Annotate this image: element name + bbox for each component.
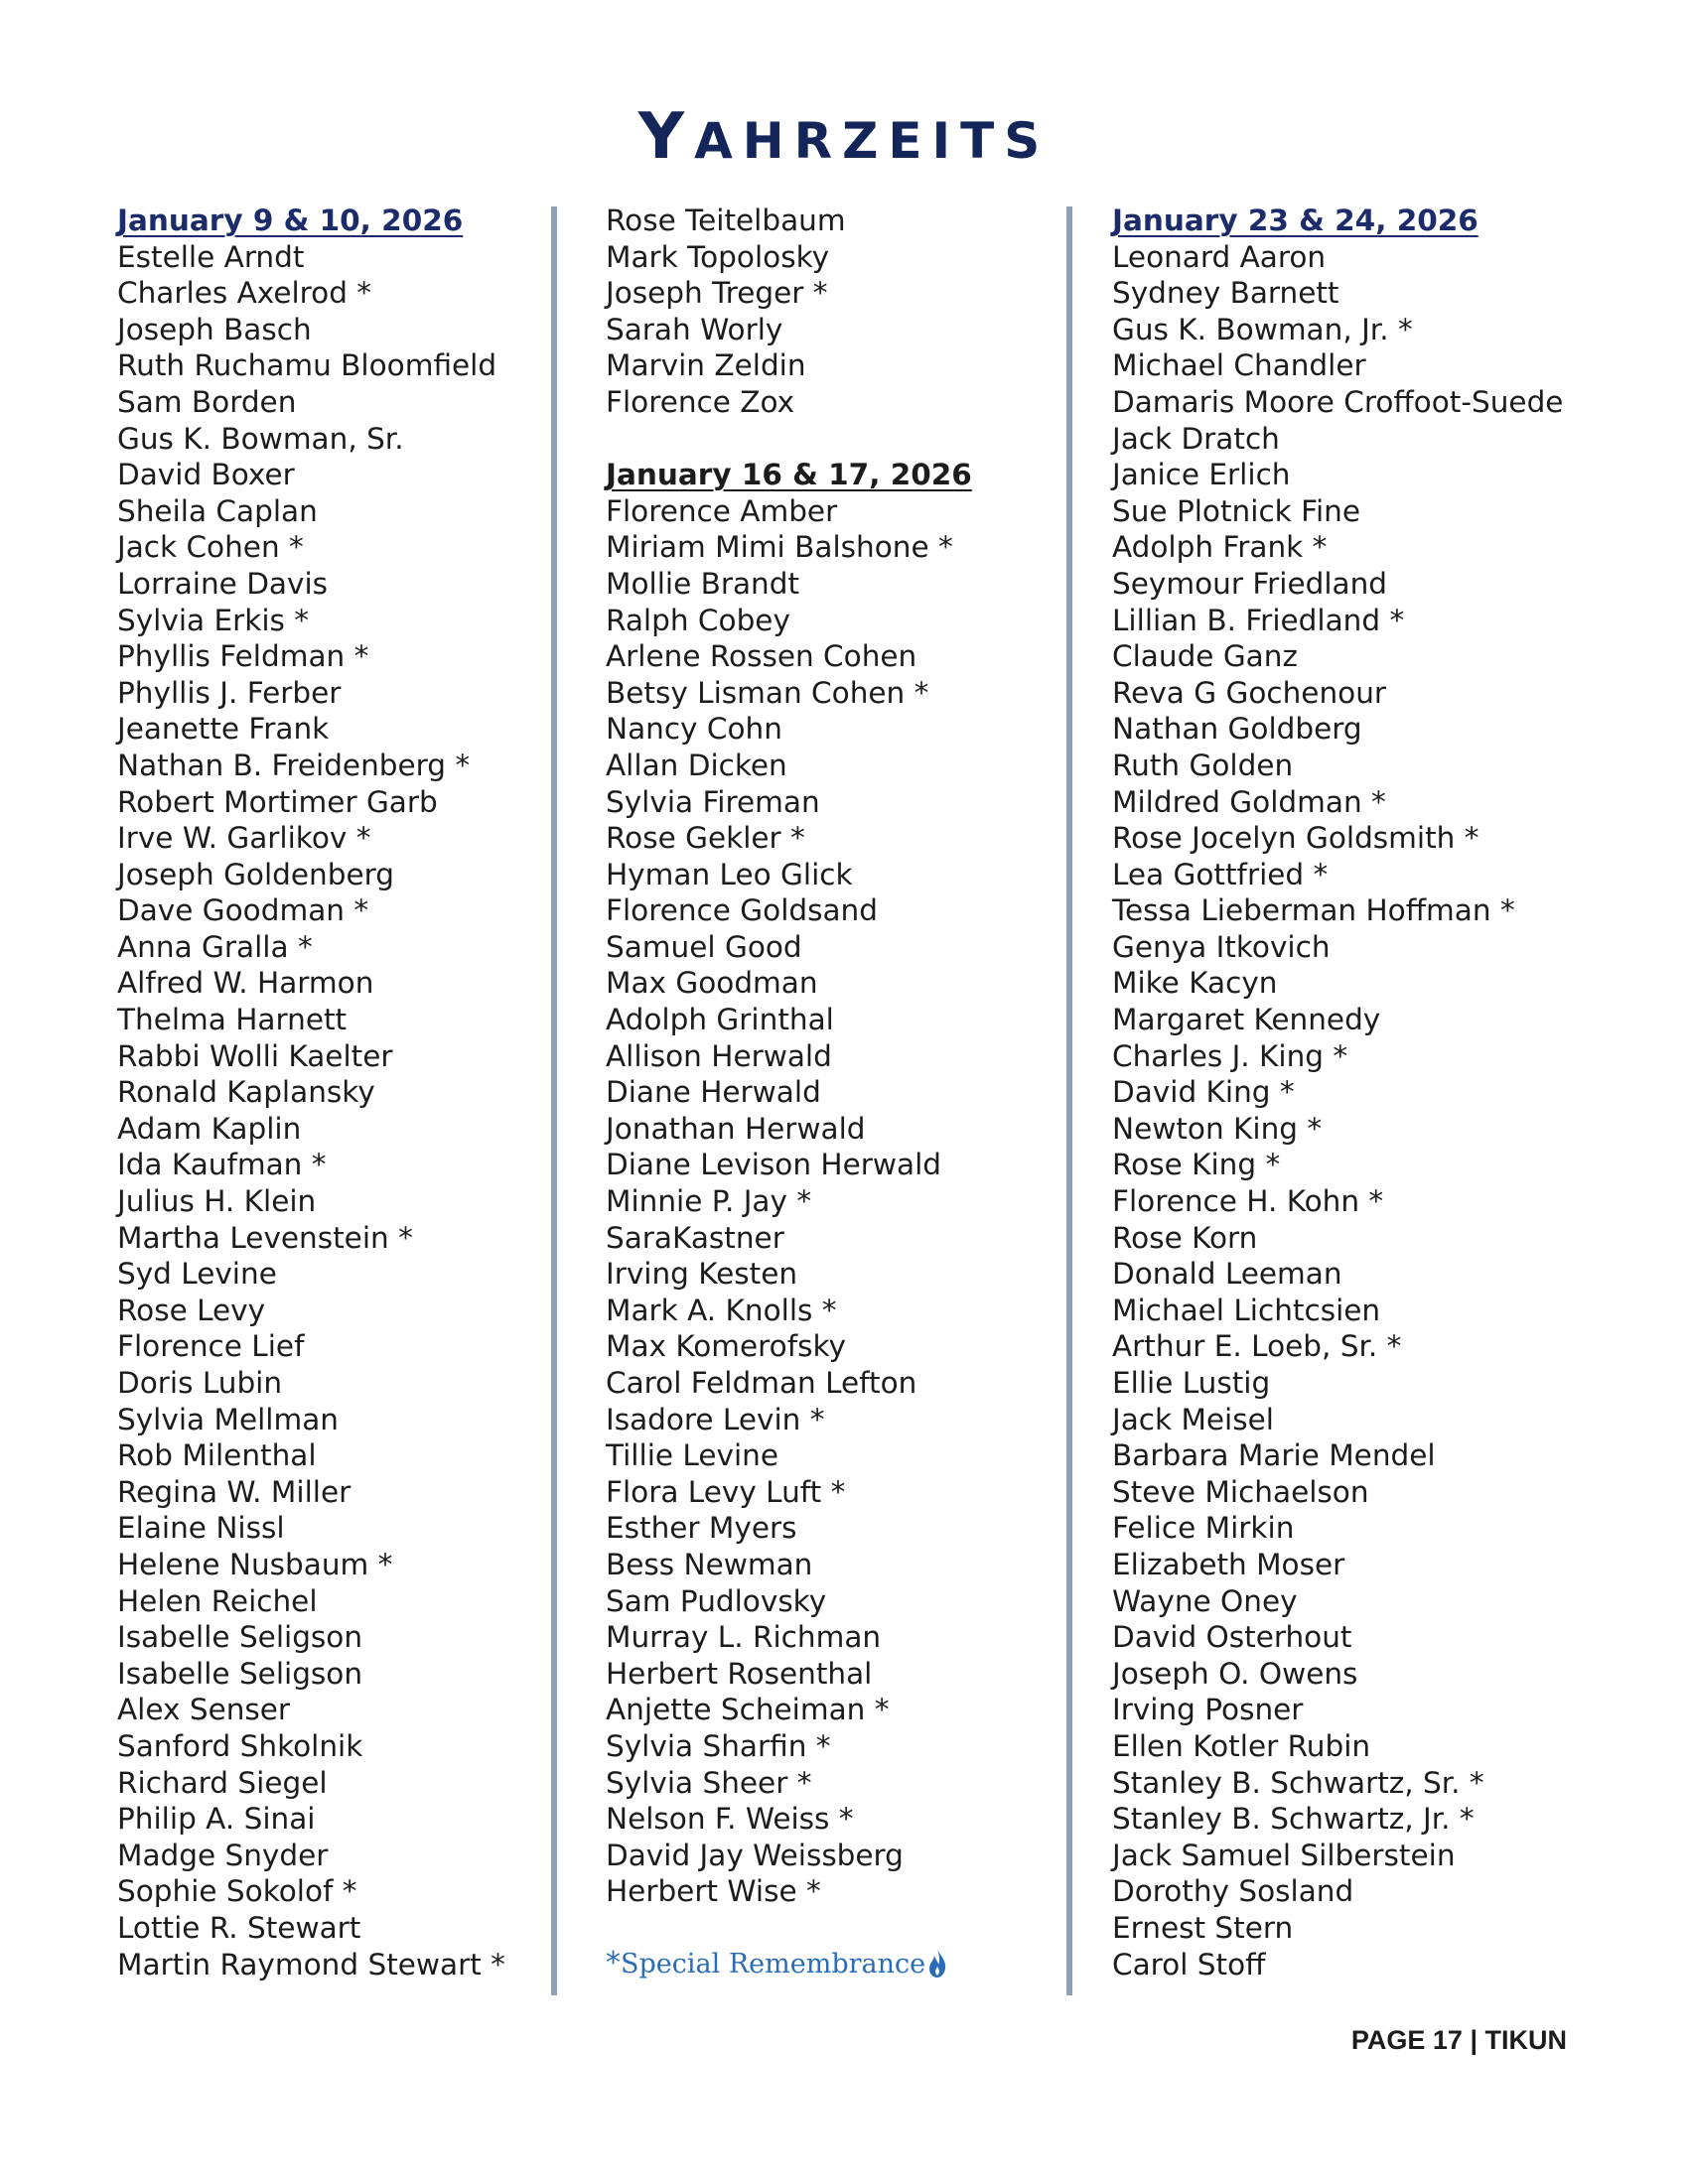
- name-entry: Ida Kaufman *: [117, 1148, 327, 1182]
- name-entry: Anjette Scheiman *: [606, 1693, 890, 1727]
- name-entry: Allan Dicken: [606, 748, 787, 782]
- name-entry: Philip A. Sinai: [117, 1802, 316, 1837]
- name-entry: Florence Amber: [606, 493, 838, 528]
- name-entry: Elaine Nissl: [117, 1511, 285, 1546]
- name-entry: Ruth Golden: [1112, 748, 1294, 782]
- name-entry: Nelson F. Weiss *: [606, 1802, 854, 1837]
- name-entry: Sylvia Sharfin *: [606, 1728, 831, 1763]
- name-entry: Claude Ganz: [1112, 639, 1298, 674]
- column-divider: [1066, 206, 1072, 1995]
- name-entry: Phyllis Feldman *: [117, 639, 369, 674]
- name-entry: Mildred Goldman *: [1112, 784, 1386, 819]
- name-entry: Doris Lubin: [117, 1366, 283, 1400]
- name-entry: Diane Levison Herwald: [606, 1148, 942, 1182]
- name-entry: Michael Chandler: [1112, 348, 1366, 383]
- name-entry: Florence H. Kohn *: [1112, 1184, 1384, 1219]
- name-entry: Murray L. Richman: [606, 1620, 882, 1655]
- name-entry: Rose King *: [1112, 1148, 1281, 1182]
- name-entry: Charles J. King *: [1112, 1038, 1348, 1073]
- name-entry: Thelma Harnett: [117, 1003, 348, 1037]
- name-entry: Margaret Kennedy: [1112, 1003, 1381, 1037]
- name-entry: Allison Herwald: [606, 1038, 832, 1073]
- special-remembrance-asterisk: *: [606, 1946, 621, 1980]
- name-entry: Madge Snyder: [117, 1838, 329, 1872]
- name-entry: Leonard Aaron: [1112, 239, 1327, 274]
- name-entry: Regina W. Miller: [117, 1474, 352, 1509]
- name-entry: Ellie Lustig: [1112, 1366, 1271, 1400]
- name-entry: Elizabeth Moser: [1112, 1547, 1345, 1581]
- name-entry: Stanley B. Schwartz, Sr. *: [1112, 1765, 1484, 1800]
- name-entry: Charles Axelrod *: [117, 276, 372, 311]
- page-title: [0, 97, 1688, 181]
- name-entry: Max Komerofsky: [606, 1329, 846, 1364]
- name-entry: Michael Lichtcsien: [1112, 1293, 1381, 1327]
- name-entry: Ellen Kotler Rubin: [1112, 1728, 1371, 1763]
- name-entry: Herbert Wise *: [606, 1874, 821, 1909]
- name-entry: Gus K. Bowman, Jr. *: [1112, 312, 1413, 346]
- name-entry: Lorraine Davis: [117, 566, 329, 601]
- name-entry: Adam Kaplin: [117, 1111, 302, 1146]
- name-entry: Florence Goldsand: [606, 893, 878, 928]
- name-entry: Felice Mirkin: [1112, 1511, 1295, 1546]
- name-entry: Sylvia Fireman: [606, 784, 820, 819]
- name-entry: Jack Samuel Silberstein: [1112, 1838, 1456, 1872]
- name-entry: Joseph Basch: [117, 312, 312, 346]
- name-entry: David Jay Weissberg: [606, 1838, 904, 1872]
- name-entry: Rose Korn: [1112, 1220, 1258, 1255]
- special-remembrance-legend: [606, 1946, 947, 1980]
- date-heading: January 9 & 10, 2026: [117, 204, 464, 237]
- name-entry: Rose Levy: [117, 1293, 266, 1327]
- name-entry: Mark Topolosky: [606, 239, 830, 274]
- name-entry: Ralph Cobey: [606, 603, 790, 637]
- name-entry: Sylvia Mellman: [117, 1402, 339, 1436]
- column-2: [606, 203, 1043, 1910]
- name-entry: Wayne Oney: [1112, 1583, 1298, 1618]
- name-entry: Minnie P. Jay *: [606, 1184, 812, 1219]
- title-initial: Y: [637, 100, 695, 174]
- name-entry: Arthur E. Loeb, Sr. *: [1112, 1329, 1402, 1364]
- name-entry: Max Goodman: [606, 966, 818, 1001]
- name-entry: Rose Gekler *: [606, 821, 805, 856]
- name-entry: Reva G Gochenour: [1112, 675, 1387, 710]
- name-entry: Janice Erlich: [1112, 458, 1291, 492]
- name-entry: Adolph Frank *: [1112, 530, 1328, 565]
- name-entry: Sue Plotnick Fine: [1112, 493, 1360, 528]
- name-entry: Jack Dratch: [1112, 421, 1280, 456]
- name-entry: Ruth Ruchamu Bloomfield: [117, 348, 497, 383]
- date-heading: January 16 & 17, 2026: [606, 458, 972, 492]
- name-entry: Damaris Moore Croffoot-Suede: [1112, 384, 1564, 419]
- name-entry: Sam Borden: [117, 384, 297, 419]
- name-entry: Steve Michaelson: [1112, 1474, 1369, 1509]
- name-entry: Sydney Barnett: [1112, 276, 1339, 311]
- name-entry: Mollie Brandt: [606, 566, 800, 601]
- name-entry: Irving Kesten: [606, 1257, 798, 1292]
- name-entry: Anna Gralla *: [117, 929, 313, 964]
- name-entry: Nathan B. Freidenberg *: [117, 748, 471, 782]
- name-entry: Dave Goodman *: [117, 893, 369, 928]
- name-entry: Ernest Stern: [1112, 1910, 1294, 1945]
- name-entry: Stanley B. Schwartz, Jr. *: [1112, 1802, 1475, 1837]
- name-entry: Florence Lief: [117, 1329, 305, 1364]
- name-entry: Jeanette Frank: [117, 712, 330, 747]
- name-entry: Newton King *: [1112, 1111, 1323, 1146]
- name-entry: Irve W. Garlikov *: [117, 821, 371, 856]
- spacer: [606, 421, 1043, 458]
- name-entry: Tillie Levine: [606, 1438, 778, 1473]
- name-entry: Jack Cohen *: [117, 530, 304, 565]
- name-entry: Hyman Leo Glick: [606, 857, 853, 891]
- name-entry: Gus K. Bowman, Sr.: [117, 421, 404, 456]
- name-entry: Helene Nusbaum *: [117, 1547, 393, 1581]
- name-entry: Barbara Marie Mendel: [1112, 1438, 1436, 1473]
- name-entry: Sylvia Sheer *: [606, 1765, 812, 1800]
- column-divider: [551, 206, 557, 1995]
- name-entry: Martha Levenstein *: [117, 1220, 413, 1255]
- name-entry: David King *: [1112, 1075, 1295, 1110]
- name-entry: Martin Raymond Stewart *: [117, 1947, 505, 1981]
- name-entry: Adolph Grinthal: [606, 1003, 834, 1037]
- name-entry: Joseph Treger *: [606, 276, 828, 311]
- name-entry: Tessa Lieberman Hoffman *: [1112, 893, 1515, 928]
- name-entry: Alfred W. Harmon: [117, 966, 374, 1001]
- name-entry: Syd Levine: [117, 1257, 277, 1292]
- name-entry: Marvin Zeldin: [606, 348, 806, 383]
- name-entry: Nathan Goldberg: [1112, 712, 1362, 747]
- name-entry: Mark A. Knolls *: [606, 1293, 837, 1327]
- page-footer: PAGE 17 | TIKUN: [1350, 2025, 1567, 2055]
- name-entry: Lottie R. Stewart: [117, 1910, 361, 1945]
- name-entry: Genya Itkovich: [1112, 929, 1331, 964]
- name-entry: Alex Senser: [117, 1693, 291, 1727]
- name-entry: Lea Gottfried *: [1112, 857, 1329, 891]
- name-entry: Rob Milenthal: [117, 1438, 317, 1473]
- name-entry: Diane Herwald: [606, 1075, 821, 1110]
- name-entry: Bess Newman: [606, 1547, 813, 1581]
- name-entry: Betsy Lisman Cohen *: [606, 675, 929, 710]
- name-entry: Lillian B. Friedland *: [1112, 603, 1405, 637]
- name-entry: Carol Stoff: [1112, 1947, 1266, 1981]
- name-entry: Isabelle Seligson: [117, 1620, 363, 1655]
- name-entry: Samuel Good: [606, 929, 802, 964]
- name-entry: Nancy Cohn: [606, 712, 782, 747]
- name-entry: Herbert Rosenthal: [606, 1656, 873, 1691]
- date-heading: January 23 & 24, 2026: [1112, 204, 1478, 237]
- name-entry: David Boxer: [117, 458, 295, 492]
- name-entry: Irving Posner: [1112, 1693, 1304, 1727]
- name-entry: Sarah Worly: [606, 312, 783, 346]
- name-entry: Isabelle Seligson: [117, 1656, 363, 1691]
- name-entry: Flora Levy Luft *: [606, 1474, 846, 1509]
- name-entry: Estelle Arndt: [117, 239, 305, 274]
- title-rest: AHRZEITS: [694, 112, 1051, 170]
- name-entry: Carol Feldman Lefton: [606, 1366, 917, 1400]
- name-entry: Julius H. Klein: [117, 1184, 317, 1219]
- name-entry: Esther Myers: [606, 1511, 797, 1546]
- special-remembrance-label: Special Remembrance: [621, 1949, 926, 1979]
- name-entry: Robert Mortimer Garb: [117, 784, 438, 819]
- column-3: [1112, 203, 1628, 1982]
- name-entry: Mike Kacyn: [1112, 966, 1278, 1001]
- name-entry: Isadore Levin *: [606, 1402, 825, 1436]
- name-entry: Florence Zox: [606, 384, 795, 419]
- name-entry: Helen Reichel: [117, 1583, 318, 1618]
- name-entry: Joseph O. Owens: [1112, 1656, 1358, 1691]
- name-entry: Phyllis J. Ferber: [117, 675, 342, 710]
- column-1: [117, 203, 534, 1982]
- name-entry: Ronald Kaplansky: [117, 1075, 375, 1110]
- name-entry: Rose Jocelyn Goldsmith *: [1112, 821, 1479, 856]
- name-entry: Miriam Mimi Balshone *: [606, 530, 953, 565]
- name-entry: Dorothy Sosland: [1112, 1874, 1354, 1909]
- name-entry: Sophie Sokolof *: [117, 1874, 357, 1909]
- name-entry: Jack Meisel: [1112, 1402, 1274, 1436]
- name-entry: Seymour Friedland: [1112, 566, 1388, 601]
- name-entry: Sheila Caplan: [117, 493, 318, 528]
- name-entry: Donald Leeman: [1112, 1257, 1342, 1292]
- name-entry: Sam Pudlovsky: [606, 1583, 827, 1618]
- name-entry: Rose Teitelbaum: [606, 204, 846, 237]
- name-entry: Jonathan Herwald: [606, 1111, 866, 1146]
- name-entry: David Osterhout: [1112, 1620, 1352, 1655]
- name-entry: Joseph Goldenberg: [117, 857, 394, 891]
- name-entry: Richard Siegel: [117, 1765, 328, 1800]
- name-entry: SaraKastner: [606, 1220, 784, 1255]
- name-entry: Sylvia Erkis *: [117, 603, 310, 637]
- name-entry: Arlene Rossen Cohen: [606, 639, 917, 674]
- name-entry: Sanford Shkolnik: [117, 1728, 363, 1763]
- flame-icon: [927, 1949, 947, 1979]
- name-entry: Rabbi Wolli Kaelter: [117, 1038, 393, 1073]
